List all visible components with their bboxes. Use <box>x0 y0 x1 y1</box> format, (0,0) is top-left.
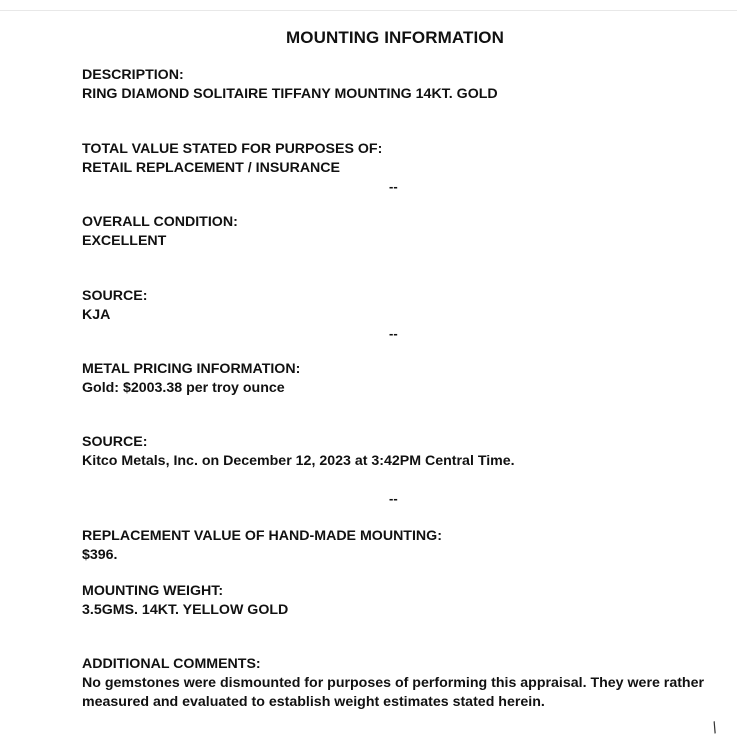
source-value-2: Kitco Metals, Inc. on December 12, 2023 at 3:42PM Central Time. <box>82 453 515 469</box>
source-label-2: SOURCE: <box>82 434 148 450</box>
mounting-weight-label: MOUNTING WEIGHT: <box>82 583 224 599</box>
replacement-value-value: $396. <box>82 547 118 563</box>
description-label: DESCRIPTION: <box>82 67 184 83</box>
additional-comments-section <box>82 655 722 712</box>
condition-section <box>82 213 238 251</box>
corner-pen-mark: / <box>710 719 721 737</box>
replacement-value-label: REPLACEMENT VALUE OF HAND-MADE MOUNTING: <box>82 528 442 544</box>
separator-1: -- <box>389 179 398 194</box>
mounting-weight-section <box>82 582 288 620</box>
metal-pricing-section <box>82 360 300 398</box>
total-value-section <box>82 140 382 178</box>
separator-3: -- <box>389 491 398 506</box>
mounting-weight-value: 3.5GMS. 14KT. YELLOW GOLD <box>82 602 289 618</box>
total-value-label: TOTAL VALUE STATED FOR PURPOSES OF: <box>82 141 383 157</box>
source-label-1: SOURCE: <box>82 288 148 304</box>
metal-pricing-value: Gold: $2003.38 per troy ounce <box>82 380 285 396</box>
separator-2: -- <box>389 326 398 341</box>
source-value-1: KJA <box>82 307 111 323</box>
total-value-value: RETAIL REPLACEMENT / INSURANCE <box>82 160 341 176</box>
top-divider <box>0 10 737 11</box>
source-section-1 <box>82 287 147 325</box>
replacement-value-section <box>82 527 442 565</box>
condition-value: EXCELLENT <box>82 233 167 249</box>
metal-pricing-label: METAL PRICING INFORMATION: <box>82 361 301 377</box>
source-section-2 <box>82 433 515 471</box>
description-section <box>82 66 498 104</box>
additional-comments-label: ADDITIONAL COMMENTS: <box>82 656 261 672</box>
page-title: MOUNTING INFORMATION <box>286 28 504 47</box>
condition-label: OVERALL CONDITION: <box>82 214 238 230</box>
additional-comments-value: No gemstones were dismounted for purposes of performing this appraisal. They were rather measured and evaluated to establish weight estimates stated herein. <box>82 675 705 710</box>
description-value: RING DIAMOND SOLITAIRE TIFFANY MOUNTING 14KT. GOLD <box>82 86 498 102</box>
